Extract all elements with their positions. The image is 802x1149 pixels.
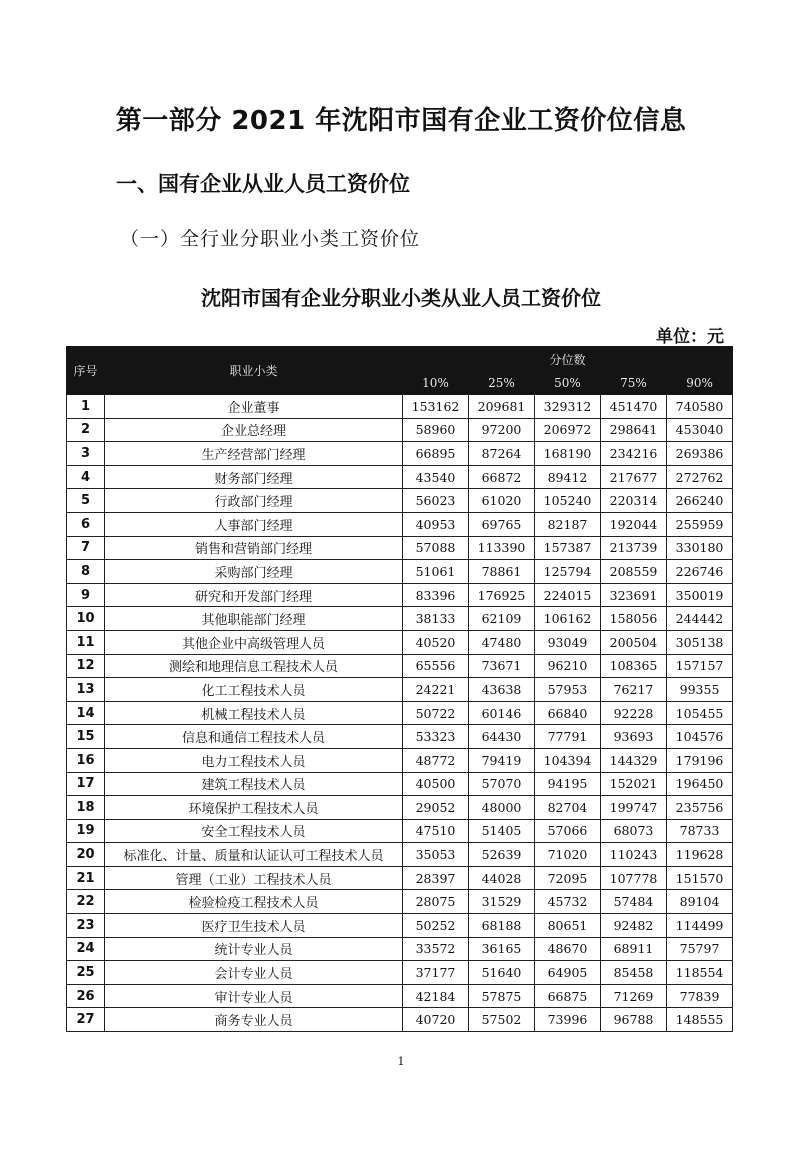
row-p10: 50252 <box>403 914 469 938</box>
row-job: 其他职能部门经理 <box>105 607 403 631</box>
row-no: 18 <box>67 796 105 820</box>
row-p10: 66895 <box>403 442 469 466</box>
row-no: 2 <box>67 418 105 442</box>
row-no: 13 <box>67 678 105 702</box>
row-no: 17 <box>67 772 105 796</box>
table-row <box>67 654 733 678</box>
row-p75: 71269 <box>601 984 667 1008</box>
row-p75: 192044 <box>601 512 667 536</box>
row-p10: 40953 <box>403 512 469 536</box>
table-row <box>67 512 733 536</box>
row-job: 标准化、计量、质量和认证认可工程技术人员 <box>105 843 403 867</box>
wage-table <box>66 346 733 1032</box>
row-p25: 48000 <box>469 796 535 820</box>
row-p10: 24221 <box>403 678 469 702</box>
row-p10: 50722 <box>403 701 469 725</box>
table-row <box>67 843 733 867</box>
row-p25: 51405 <box>469 819 535 843</box>
row-p10: 35053 <box>403 843 469 867</box>
row-no: 6 <box>67 512 105 536</box>
row-p50: 206972 <box>535 418 601 442</box>
table-row <box>67 866 733 890</box>
row-p25: 209681 <box>469 395 535 419</box>
row-p90: 330180 <box>667 536 733 560</box>
row-p25: 43638 <box>469 678 535 702</box>
table-row <box>67 984 733 1008</box>
row-job: 人事部门经理 <box>105 512 403 536</box>
row-no: 10 <box>67 607 105 631</box>
row-p10: 38133 <box>403 607 469 631</box>
table-row <box>67 465 733 489</box>
row-p75: 92228 <box>601 701 667 725</box>
row-p75: 451470 <box>601 395 667 419</box>
row-p10: 65556 <box>403 654 469 678</box>
row-no: 24 <box>67 937 105 961</box>
row-p25: 51640 <box>469 961 535 985</box>
row-p75: 217677 <box>601 465 667 489</box>
row-p75: 108365 <box>601 654 667 678</box>
row-p10: 47510 <box>403 819 469 843</box>
row-job: 行政部门经理 <box>105 489 403 513</box>
table-row <box>67 890 733 914</box>
row-p50: 105240 <box>535 489 601 513</box>
table-row <box>67 796 733 820</box>
row-p10: 37177 <box>403 961 469 985</box>
row-p90: 157157 <box>667 654 733 678</box>
row-p25: 78861 <box>469 560 535 584</box>
header-percentile-group: 分位数 <box>403 347 733 372</box>
row-job: 审计专业人员 <box>105 984 403 1008</box>
table-row <box>67 772 733 796</box>
row-p50: 82187 <box>535 512 601 536</box>
row-p50: 93049 <box>535 630 601 654</box>
row-p10: 83396 <box>403 583 469 607</box>
row-p25: 61020 <box>469 489 535 513</box>
row-p10: 42184 <box>403 984 469 1008</box>
row-job: 化工工程技术人员 <box>105 678 403 702</box>
row-p75: 199747 <box>601 796 667 820</box>
row-p75: 107778 <box>601 866 667 890</box>
row-p90: 114499 <box>667 914 733 938</box>
row-job: 财务部门经理 <box>105 465 403 489</box>
row-no: 23 <box>67 914 105 938</box>
row-p75: 85458 <box>601 961 667 985</box>
row-p75: 68073 <box>601 819 667 843</box>
row-p75: 298641 <box>601 418 667 442</box>
row-p50: 125794 <box>535 560 601 584</box>
table-row <box>67 961 733 985</box>
row-job: 企业董事 <box>105 395 403 419</box>
row-no: 4 <box>67 465 105 489</box>
table-row <box>67 701 733 725</box>
row-p90: 179196 <box>667 748 733 772</box>
row-p10: 33572 <box>403 937 469 961</box>
header-p10: 10% <box>403 372 469 395</box>
table-row <box>67 536 733 560</box>
row-job: 建筑工程技术人员 <box>105 772 403 796</box>
row-p90: 99355 <box>667 678 733 702</box>
row-p25: 64430 <box>469 725 535 749</box>
subsection-heading: （一）全行业分职业小类工资价位 <box>120 228 421 250</box>
row-p10: 53323 <box>403 725 469 749</box>
table-row <box>67 630 733 654</box>
table-row <box>67 583 733 607</box>
row-no: 7 <box>67 536 105 560</box>
row-p90: 272762 <box>667 465 733 489</box>
row-p90: 105455 <box>667 701 733 725</box>
row-p90: 269386 <box>667 442 733 466</box>
row-p75: 158056 <box>601 607 667 631</box>
header-p90: 90% <box>667 372 733 395</box>
row-p50: 224015 <box>535 583 601 607</box>
row-no: 27 <box>67 1008 105 1032</box>
row-job: 医疗卫生技术人员 <box>105 914 403 938</box>
row-p25: 69765 <box>469 512 535 536</box>
row-job: 管理（工业）工程技术人员 <box>105 866 403 890</box>
row-p50: 96210 <box>535 654 601 678</box>
row-p10: 57088 <box>403 536 469 560</box>
row-p90: 77839 <box>667 984 733 1008</box>
row-p25: 176925 <box>469 583 535 607</box>
table-row <box>67 748 733 772</box>
row-job: 检验检疫工程技术人员 <box>105 890 403 914</box>
header-p75: 75% <box>601 372 667 395</box>
table-row <box>67 418 733 442</box>
row-no: 20 <box>67 843 105 867</box>
row-p75: 208559 <box>601 560 667 584</box>
row-p50: 66840 <box>535 701 601 725</box>
table-row <box>67 725 733 749</box>
row-p10: 40720 <box>403 1008 469 1032</box>
row-p50: 168190 <box>535 442 601 466</box>
row-p50: 71020 <box>535 843 601 867</box>
row-job: 其他企业中高级管理人员 <box>105 630 403 654</box>
row-job: 电力工程技术人员 <box>105 748 403 772</box>
unit-label: 单位：元 <box>656 327 724 347</box>
row-p25: 66872 <box>469 465 535 489</box>
page-number: 1 <box>397 1055 405 1068</box>
row-p10: 28397 <box>403 866 469 890</box>
row-p75: 76217 <box>601 678 667 702</box>
table-body <box>67 395 733 1032</box>
table-row <box>67 819 733 843</box>
row-no: 26 <box>67 984 105 1008</box>
table-row <box>67 489 733 513</box>
row-p90: 266240 <box>667 489 733 513</box>
row-p75: 144329 <box>601 748 667 772</box>
row-p10: 153162 <box>403 395 469 419</box>
row-job: 机械工程技术人员 <box>105 701 403 725</box>
row-p25: 113390 <box>469 536 535 560</box>
table-row <box>67 1008 733 1032</box>
row-job: 信息和通信工程技术人员 <box>105 725 403 749</box>
row-no: 12 <box>67 654 105 678</box>
table-row <box>67 607 733 631</box>
row-job: 环境保护工程技术人员 <box>105 796 403 820</box>
row-p75: 323691 <box>601 583 667 607</box>
row-job: 销售和营销部门经理 <box>105 536 403 560</box>
row-p75: 92482 <box>601 914 667 938</box>
row-p75: 213739 <box>601 536 667 560</box>
table-row <box>67 395 733 419</box>
row-p75: 93693 <box>601 725 667 749</box>
row-p75: 68911 <box>601 937 667 961</box>
row-p75: 200504 <box>601 630 667 654</box>
row-p10: 28075 <box>403 890 469 914</box>
row-p10: 51061 <box>403 560 469 584</box>
row-p90: 104576 <box>667 725 733 749</box>
row-p50: 57066 <box>535 819 601 843</box>
row-p50: 77791 <box>535 725 601 749</box>
row-p25: 44028 <box>469 866 535 890</box>
table-row <box>67 678 733 702</box>
row-job: 测绘和地理信息工程技术人员 <box>105 654 403 678</box>
row-job: 安全工程技术人员 <box>105 819 403 843</box>
row-p90: 235756 <box>667 796 733 820</box>
row-job: 企业总经理 <box>105 418 403 442</box>
row-p25: 57070 <box>469 772 535 796</box>
row-p25: 87264 <box>469 442 535 466</box>
row-p50: 57953 <box>535 678 601 702</box>
row-p50: 72095 <box>535 866 601 890</box>
row-p90: 255959 <box>667 512 733 536</box>
row-p10: 48772 <box>403 748 469 772</box>
row-p90: 119628 <box>667 843 733 867</box>
row-no: 22 <box>67 890 105 914</box>
row-p90: 305138 <box>667 630 733 654</box>
row-p50: 329312 <box>535 395 601 419</box>
row-job: 采购部门经理 <box>105 560 403 584</box>
row-p75: 152021 <box>601 772 667 796</box>
row-no: 8 <box>67 560 105 584</box>
row-p90: 78733 <box>667 819 733 843</box>
row-p10: 56023 <box>403 489 469 513</box>
row-p50: 66875 <box>535 984 601 1008</box>
row-p25: 62109 <box>469 607 535 631</box>
header-job: 职业小类 <box>105 347 403 395</box>
row-p50: 104394 <box>535 748 601 772</box>
header-no: 序号 <box>67 347 105 395</box>
row-p90: 244442 <box>667 607 733 631</box>
row-p75: 220314 <box>601 489 667 513</box>
row-p10: 40500 <box>403 772 469 796</box>
row-p90: 151570 <box>667 866 733 890</box>
table-row <box>67 560 733 584</box>
row-p50: 82704 <box>535 796 601 820</box>
row-p50: 80651 <box>535 914 601 938</box>
row-p90: 196450 <box>667 772 733 796</box>
row-p10: 43540 <box>403 465 469 489</box>
row-p90: 118554 <box>667 961 733 985</box>
document-title: 第一部分 2021 年沈阳市国有企业工资价位信息 <box>115 106 687 136</box>
row-no: 16 <box>67 748 105 772</box>
row-p25: 57875 <box>469 984 535 1008</box>
row-p75: 96788 <box>601 1008 667 1032</box>
row-p50: 89412 <box>535 465 601 489</box>
row-p25: 57502 <box>469 1008 535 1032</box>
row-p25: 47480 <box>469 630 535 654</box>
table-header <box>67 347 733 395</box>
row-no: 9 <box>67 583 105 607</box>
row-p10: 58960 <box>403 418 469 442</box>
row-p50: 45732 <box>535 890 601 914</box>
row-p50: 106162 <box>535 607 601 631</box>
row-no: 14 <box>67 701 105 725</box>
row-no: 1 <box>67 395 105 419</box>
row-p90: 75797 <box>667 937 733 961</box>
row-p10: 40520 <box>403 630 469 654</box>
row-no: 15 <box>67 725 105 749</box>
row-job: 会计专业人员 <box>105 961 403 985</box>
row-job: 统计专业人员 <box>105 937 403 961</box>
table-row <box>67 442 733 466</box>
row-job: 商务专业人员 <box>105 1008 403 1032</box>
row-p90: 453040 <box>667 418 733 442</box>
row-no: 11 <box>67 630 105 654</box>
row-p90: 226746 <box>667 560 733 584</box>
row-p50: 73996 <box>535 1008 601 1032</box>
row-no: 19 <box>67 819 105 843</box>
row-p90: 89104 <box>667 890 733 914</box>
row-job: 生产经营部门经理 <box>105 442 403 466</box>
row-p25: 52639 <box>469 843 535 867</box>
row-no: 25 <box>67 961 105 985</box>
row-p90: 148555 <box>667 1008 733 1032</box>
row-p50: 64905 <box>535 961 601 985</box>
section-heading: 一、国有企业从业人员工资价位 <box>116 172 410 196</box>
row-p50: 94195 <box>535 772 601 796</box>
row-p25: 97200 <box>469 418 535 442</box>
header-p50: 50% <box>535 372 601 395</box>
row-p90: 740580 <box>667 395 733 419</box>
header-p25: 25% <box>469 372 535 395</box>
table-row <box>67 937 733 961</box>
row-p50: 48670 <box>535 937 601 961</box>
row-p25: 36165 <box>469 937 535 961</box>
row-p25: 60146 <box>469 701 535 725</box>
row-no: 5 <box>67 489 105 513</box>
row-p75: 234216 <box>601 442 667 466</box>
row-p50: 157387 <box>535 536 601 560</box>
table-row <box>67 914 733 938</box>
table-title: 沈阳市国有企业分职业小类从业人员工资价位 <box>201 286 601 310</box>
row-p10: 29052 <box>403 796 469 820</box>
row-p25: 73671 <box>469 654 535 678</box>
row-p75: 57484 <box>601 890 667 914</box>
row-p25: 68188 <box>469 914 535 938</box>
row-job: 研究和开发部门经理 <box>105 583 403 607</box>
row-no: 3 <box>67 442 105 466</box>
row-no: 21 <box>67 866 105 890</box>
row-p90: 350019 <box>667 583 733 607</box>
row-p25: 31529 <box>469 890 535 914</box>
row-p75: 110243 <box>601 843 667 867</box>
row-p25: 79419 <box>469 748 535 772</box>
